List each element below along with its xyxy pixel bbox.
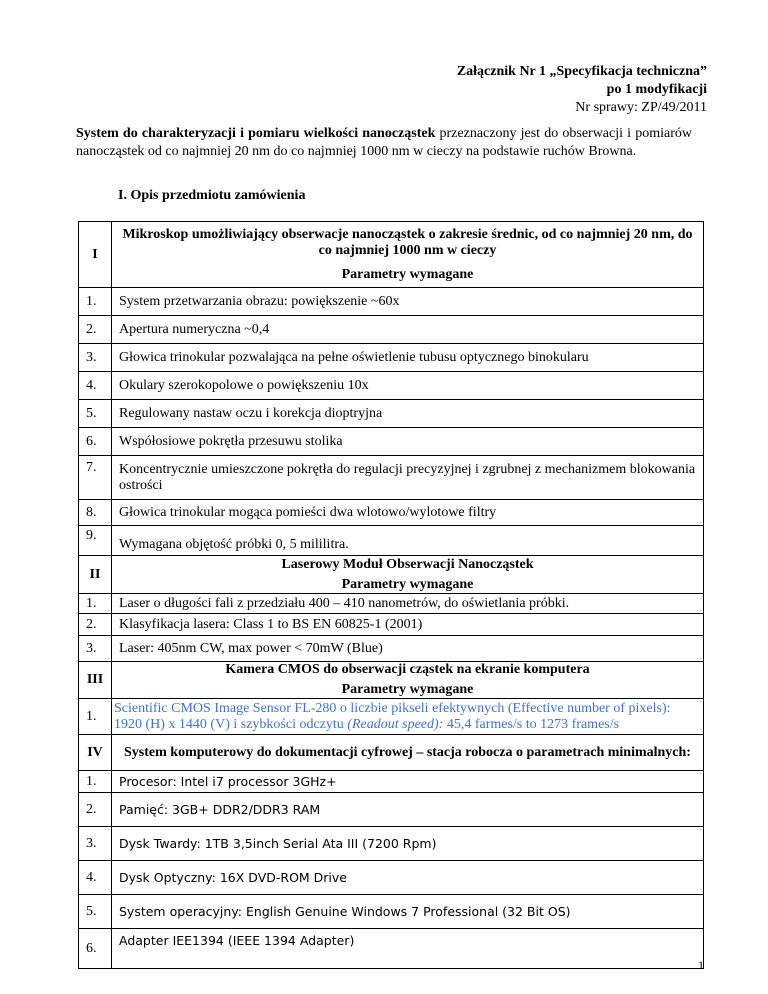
item-text: Okulary szerokopolowe o powiększeniu 10x (112, 372, 704, 400)
section-heading-cell (112, 735, 704, 771)
item-text: Koncentrycznie umieszczone pokrętła do regulacji precyzyjnej i zgrubnej z mechanizmem blokowania ostrości (112, 456, 704, 500)
table-row (79, 827, 704, 861)
item-text: System przetwarzania obrazu: powiększenie ~60x (112, 288, 704, 316)
table-row (79, 316, 704, 344)
item-number: 1. (79, 594, 112, 614)
section-heading: Kamera CMOS do obserwacji cząstek na ekranie komputera (225, 662, 590, 677)
section-subheading: Parametry wymagane (341, 266, 474, 282)
spec-table (78, 221, 704, 969)
item-text (112, 699, 704, 735)
item-number: 1. (79, 771, 112, 793)
table-row (79, 500, 704, 526)
table-row (79, 861, 704, 895)
table-row (79, 929, 704, 969)
section-header-row (79, 222, 704, 288)
item-number: 6. (79, 428, 112, 456)
item-text-a: Scientific CMOS Image Sensor FL-280 o liczbie pikseli efektywnych (Effective number of pixels): 1920 (H) x 1440 (V) i szybkości odczytu (114, 700, 671, 732)
item-number: 4. (79, 372, 112, 400)
item-text: System operacyjny: English Genuine Windows 7 Professional (32 Bit OS) (112, 895, 704, 929)
intro-bold: System do charakteryzacji i pomiaru wielkości nanocząstek (76, 126, 436, 141)
table-row (79, 344, 704, 372)
item-number: 6. (79, 929, 112, 969)
item-number: 3. (79, 636, 112, 662)
item-number: 3. (79, 827, 112, 861)
table-row (79, 771, 704, 793)
table-row (79, 636, 704, 662)
section-heading-cell (112, 556, 704, 594)
section-heading: Mikroskop umożliwiający obserwacje nanocząstek o zakresie średnic, od co najmniej 20 nm, do co najmniej 1000 nm w cieczy (122, 226, 693, 258)
table-row (79, 895, 704, 929)
item-text: Laser o długości fali z przedziału 400 – 410 nanometrów, do oświetlania próbki. (112, 594, 704, 614)
item-text-italic: (Readout speed): (347, 716, 444, 732)
header-modification: po 1 modyfikacji (606, 82, 707, 97)
section-header-row (79, 556, 704, 594)
section-roman: II (79, 556, 112, 594)
section-roman: III (79, 662, 112, 699)
section-roman: IV (79, 735, 112, 771)
item-text: Dysk Optyczny: 16X DVD-ROM Drive (112, 861, 704, 895)
item-number: 2. (79, 316, 112, 344)
item-number: 8. (79, 500, 112, 526)
document-header (457, 63, 707, 117)
header-case-number: Nr sprawy: ZP/49/2011 (575, 100, 707, 115)
section-heading: System komputerowy do dokumentacji cyfrowej – stacja robocza o parametrach minimalnych: (124, 744, 691, 760)
header-attachment-title: Załącznik Nr 1 „Specyfikacja techniczna” (456, 64, 707, 79)
table-row (79, 372, 704, 400)
table-row (79, 428, 704, 456)
item-text-b: 45,4 farmes/s to 1273 frames/s (443, 716, 620, 732)
table-row (79, 456, 704, 500)
item-number: 2. (79, 614, 112, 636)
item-text: Laser: 405nm CW, max power < 70mW (Blue) (112, 636, 704, 662)
item-text: Regulowany nastaw oczu i korekcja dioptryjna (112, 400, 704, 428)
item-text: Procesor: Intel i7 processor 3GHz+ (112, 771, 704, 793)
item-number: 9. (79, 526, 112, 556)
intro-rest: przeznaczony jest do obserwacji i pomiarów nanocząstek od co najmniej 20 nm do co najmniej 1000 nm w cieczy na podstawie ruchów Browna. (76, 126, 692, 159)
item-number: 4. (79, 861, 112, 895)
table-row (79, 614, 704, 636)
section-header-row (79, 735, 704, 771)
table-row (79, 793, 704, 827)
section-header-row (79, 662, 704, 699)
item-number: 3. (79, 344, 112, 372)
section-title: I. Opis przedmiotu zamówienia (118, 188, 306, 203)
table-row (79, 699, 704, 735)
item-number: 5. (79, 895, 112, 929)
table-row (79, 594, 704, 614)
section-heading-cell (112, 662, 704, 699)
page-number: 1 (698, 958, 704, 972)
item-text: Wymagana objętość próbki 0, 5 mililitra. (112, 526, 704, 556)
section-heading: Laserowy Moduł Obserwacji Nanocząstek (281, 556, 534, 572)
section-subheading: Parametry wymagane (341, 576, 474, 592)
section-heading-cell (112, 222, 704, 288)
item-text: Głowica trinokular pozwalająca na pełne oświetlenie tubusu optycznego binokularu (112, 344, 704, 372)
item-number: 7. (79, 456, 112, 500)
item-text: Dysk Twardy: 1TB 3,5inch Serial Ata III (7200 Rpm) (112, 827, 704, 861)
item-number: 5. (79, 400, 112, 428)
item-text: Adapter IEE1394 (IEEE 1394 Adapter) (112, 929, 704, 969)
item-number: 1. (79, 699, 112, 735)
intro-paragraph (76, 125, 692, 161)
item-text: Głowica trinokular mogąca pomieści dwa wlotowo/wylotowe filtry (112, 500, 704, 526)
table-row (79, 288, 704, 316)
item-text: Klasyfikacja lasera: Class 1 to BS EN 60825-1 (2001) (112, 614, 704, 636)
item-text: Apertura numeryczna ~0,4 (112, 316, 704, 344)
section-subheading: Parametry wymagane (341, 682, 474, 697)
item-number: 1. (79, 288, 112, 316)
table-row (79, 526, 704, 556)
section-roman: I (79, 222, 112, 288)
item-text: Pamięć: 3GB+ DDR2/DDR3 RAM (112, 793, 704, 827)
table-row (79, 400, 704, 428)
item-text: Współosiowe pokrętła przesuwu stolika (112, 428, 704, 456)
item-number: 2. (79, 793, 112, 827)
